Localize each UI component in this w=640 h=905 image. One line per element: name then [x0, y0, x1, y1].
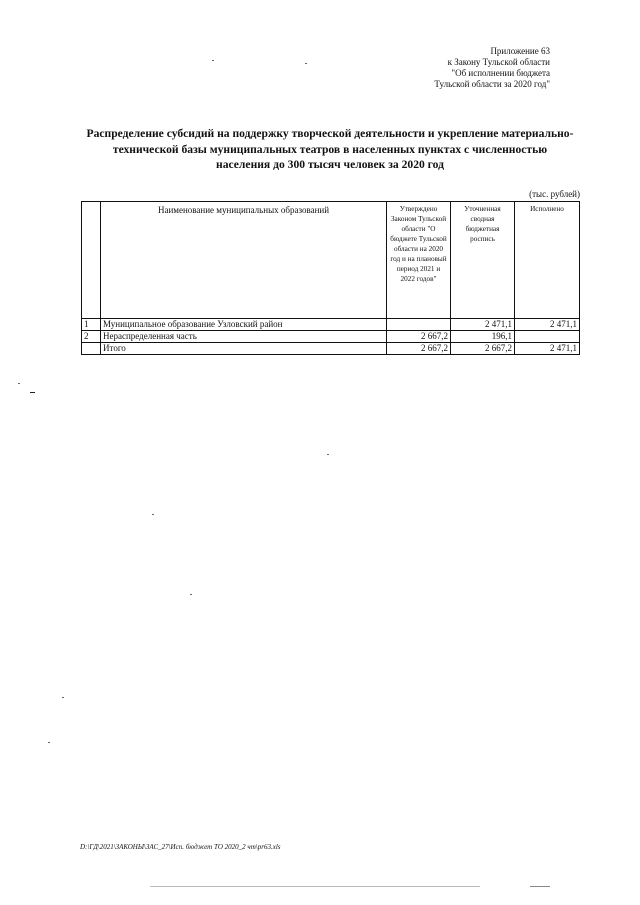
row-executed — [515, 331, 580, 343]
row-refined: 2 471,1 — [451, 319, 515, 331]
scan-speck — [30, 392, 35, 393]
table-row — [82, 319, 580, 331]
row-executed: 2 471,1 — [515, 343, 580, 355]
table-header-row — [82, 202, 580, 319]
row-name: Муниципальное образование Узловский район — [101, 319, 387, 331]
header-number — [82, 202, 101, 319]
row-approved — [387, 319, 451, 331]
scan-speck — [212, 60, 214, 61]
row-name: Итого — [101, 343, 387, 355]
row-refined: 2 667,2 — [451, 343, 515, 355]
scan-speck — [530, 886, 550, 887]
scan-speck — [48, 742, 50, 743]
row-number — [82, 343, 101, 355]
header-executed: Исполнено — [515, 202, 580, 319]
table-row — [82, 331, 580, 343]
annex-line-1: Приложение 63 — [490, 46, 550, 56]
row-approved: 2 667,2 — [387, 343, 451, 355]
scan-speck — [62, 697, 64, 698]
row-approved: 2 667,2 — [387, 331, 451, 343]
scan-speck — [190, 594, 192, 595]
header-name: Наименование муниципальных образований — [101, 202, 387, 319]
scan-speck — [18, 383, 20, 384]
document-title — [70, 126, 590, 173]
scan-speck — [305, 63, 307, 64]
title-line-3: населения до 300 тысяч человек за 2020 год — [216, 158, 444, 171]
annex-header — [350, 46, 550, 90]
file-path-footer: D:\ГД\2021\ЗАКОНЫ\ЗАС_27\Исп. бюджет ТО 2020_2 чт\pr63.xls — [80, 843, 281, 851]
title-line-2: технической базы муниципальных театров в населенных пунктах с численностью — [112, 142, 548, 156]
table-row-total — [82, 343, 580, 355]
annex-line-2: к Закону Тульской области — [447, 57, 550, 67]
row-number: 1 — [82, 319, 101, 331]
title-line-1: Распределение субсидий на поддержку творческой деятельности и укрепление материально- — [86, 127, 574, 140]
scan-speck — [152, 514, 154, 515]
header-refined: Уточненная сводная бюджетная роспись — [451, 202, 515, 319]
row-refined: 196,1 — [451, 331, 515, 343]
row-executed: 2 471,1 — [515, 319, 580, 331]
annex-line-4: Тульской области за 2020 год" — [434, 79, 550, 89]
scan-speck — [327, 454, 329, 455]
row-number: 2 — [82, 331, 101, 343]
row-name: Нераспределенная часть — [101, 331, 387, 343]
units-label: (тыс. рублей) — [529, 189, 580, 199]
header-approved: Утверждено Законом Тульской области "О бюджете Тульской области на 2020 год и на плановый период 2021 и 2022 годов" — [387, 202, 451, 319]
scan-speck — [150, 886, 480, 887]
subsidy-table — [81, 201, 580, 355]
annex-line-3: "Об исполнении бюджета — [451, 68, 550, 78]
